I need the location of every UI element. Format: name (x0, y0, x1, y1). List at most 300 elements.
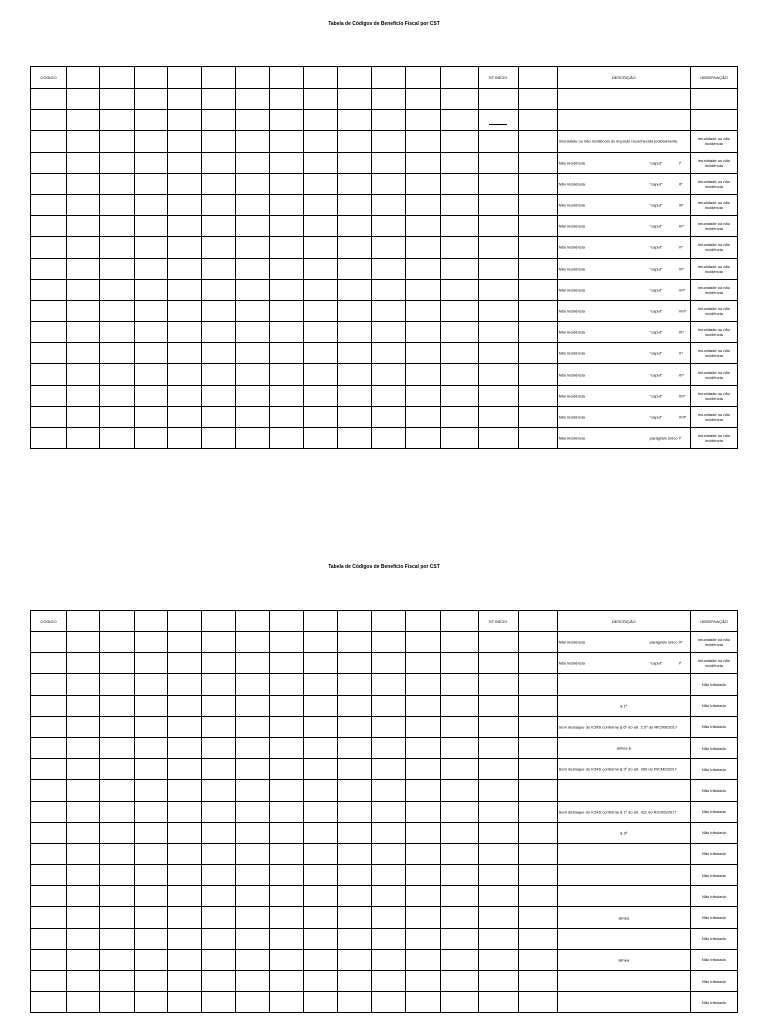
header-cell (304, 611, 338, 632)
table-row (31, 385, 738, 406)
empty-cell (440, 822, 478, 843)
empty-cell (67, 152, 100, 173)
empty-cell (518, 194, 557, 215)
codigo-cell (31, 632, 67, 653)
empty-cell (202, 131, 236, 152)
codigo-cell (31, 716, 67, 737)
empty-cell (67, 949, 100, 970)
observation-cell: Não tributado (690, 992, 737, 1013)
empty-cell (304, 343, 338, 364)
empty-cell (236, 110, 270, 131)
table-row (31, 237, 738, 258)
empty-cell (202, 992, 236, 1013)
empty-cell (202, 695, 236, 716)
empty-cell (168, 674, 202, 695)
empty-cell (67, 89, 100, 110)
dt-inicio-cell (478, 971, 518, 992)
empty-cell (304, 653, 338, 674)
empty-cell (372, 428, 406, 449)
empty-cell (372, 843, 406, 864)
empty-cell (338, 258, 372, 279)
empty-cell (406, 737, 440, 758)
empty-cell (440, 843, 478, 864)
description-text: alínea § (616, 745, 631, 751)
empty-cell (135, 237, 168, 258)
observation-cell (690, 110, 737, 131)
observation-cell: Imunidade ou não incidência (690, 131, 737, 152)
empty-cell (135, 216, 168, 237)
table-row (31, 716, 738, 737)
header-cell (135, 611, 168, 632)
description-item: XIII* (678, 414, 687, 420)
empty-cell (100, 737, 135, 758)
empty-cell (202, 674, 236, 695)
empty-cell (236, 971, 270, 992)
observation-cell: Não tributado (690, 674, 737, 695)
description-text: Não incidência (558, 435, 585, 441)
table-row (31, 907, 738, 928)
empty-cell (518, 992, 557, 1013)
empty-cell (406, 928, 440, 949)
empty-cell (202, 322, 236, 343)
empty-cell (372, 322, 406, 343)
empty-cell (236, 865, 270, 886)
empty-cell (100, 131, 135, 152)
empty-cell (168, 364, 202, 385)
observation-cell: Não tributado (690, 907, 737, 928)
empty-cell (168, 759, 202, 780)
empty-cell (100, 152, 135, 173)
codigo-cell (31, 110, 67, 131)
empty-cell (100, 258, 135, 279)
header-cell (168, 611, 202, 632)
empty-cell (406, 173, 440, 194)
empty-cell (168, 971, 202, 992)
codigo-cell (31, 194, 67, 215)
description-cell (557, 780, 690, 801)
empty-cell (236, 695, 270, 716)
empty-cell (518, 322, 557, 343)
empty-cell (100, 279, 135, 300)
empty-cell (372, 780, 406, 801)
description-item: II* (678, 181, 683, 187)
empty-cell (100, 173, 135, 194)
empty-cell (372, 237, 406, 258)
empty-cell (304, 385, 338, 406)
empty-cell (406, 971, 440, 992)
empty-cell (168, 992, 202, 1013)
empty-cell (100, 343, 135, 364)
empty-cell (270, 428, 304, 449)
codigo-cell (31, 759, 67, 780)
empty-cell (135, 780, 168, 801)
dt-inicio-cell (478, 406, 518, 427)
empty-cell (202, 737, 236, 758)
empty-cell (440, 674, 478, 695)
header-cell (440, 67, 478, 89)
empty-cell (304, 428, 338, 449)
description-reference: "caput" (649, 244, 663, 250)
empty-cell (168, 406, 202, 427)
header-codigo: CÓDIGO (31, 611, 67, 632)
table-row (31, 759, 738, 780)
empty-cell (338, 992, 372, 1013)
description-reference: "caput" (649, 350, 663, 356)
codigo-cell (31, 992, 67, 1013)
dt-inicio-cell (478, 886, 518, 907)
empty-cell (202, 89, 236, 110)
empty-cell (406, 428, 440, 449)
description-item: IX* (678, 329, 685, 335)
empty-cell (406, 886, 440, 907)
empty-cell (100, 992, 135, 1013)
empty-cell (406, 216, 440, 237)
empty-cell (168, 428, 202, 449)
empty-cell (338, 822, 372, 843)
empty-cell (304, 886, 338, 907)
table-row (31, 801, 738, 822)
empty-cell (270, 237, 304, 258)
empty-cell (440, 385, 478, 406)
empty-cell (304, 992, 338, 1013)
description-item: VI* (678, 266, 685, 272)
description-text: Sem destaque do ICMS conforme § 6º do art. 2.5º do RICMS/2017 (558, 724, 678, 730)
empty-cell (440, 716, 478, 737)
empty-cell (338, 322, 372, 343)
empty-cell (100, 971, 135, 992)
empty-cell (135, 110, 168, 131)
description-text: Não incidência (558, 308, 585, 314)
empty-cell (518, 279, 557, 300)
empty-cell (135, 674, 168, 695)
empty-cell (440, 886, 478, 907)
table-row (31, 322, 738, 343)
header-cell (338, 611, 372, 632)
empty-cell (67, 632, 100, 653)
description-cell (557, 971, 690, 992)
empty-cell (372, 216, 406, 237)
empty-cell (338, 949, 372, 970)
empty-cell (202, 971, 236, 992)
empty-cell (338, 194, 372, 215)
observation-cell: Não tributado (690, 928, 737, 949)
observation-cell: Imunidade ou não incidência (690, 216, 737, 237)
description-reference: "caput" (649, 223, 663, 229)
empty-cell (135, 928, 168, 949)
header-codigo: CÓDIGO (31, 67, 67, 89)
description-cell (557, 322, 690, 343)
empty-cell (236, 653, 270, 674)
description-item: XII* (678, 393, 686, 399)
empty-cell (270, 716, 304, 737)
codigo-cell (31, 131, 67, 152)
codigo-cell (31, 89, 67, 110)
empty-cell (338, 279, 372, 300)
empty-cell (304, 364, 338, 385)
dt-inicio-cell (478, 801, 518, 822)
empty-cell (202, 428, 236, 449)
page-title: Tabela de Códigos de Benefício Fiscal por CST (328, 564, 440, 570)
empty-cell (372, 385, 406, 406)
empty-cell (135, 173, 168, 194)
empty-cell (304, 737, 338, 758)
empty-cell (440, 865, 478, 886)
empty-cell (304, 928, 338, 949)
empty-cell (518, 674, 557, 695)
description-cell (557, 110, 690, 131)
empty-cell (406, 801, 440, 822)
empty-cell (67, 865, 100, 886)
empty-cell (270, 131, 304, 152)
dt-inicio-cell (478, 300, 518, 321)
empty-cell (406, 152, 440, 173)
codigo-cell (31, 971, 67, 992)
empty-cell (270, 971, 304, 992)
table-row (31, 406, 738, 427)
description-text: alínea (618, 957, 630, 963)
description-text: Não incidência (558, 202, 585, 208)
empty-cell (168, 822, 202, 843)
empty-cell (135, 428, 168, 449)
dt-inicio-cell (478, 865, 518, 886)
empty-cell (518, 131, 557, 152)
empty-cell (270, 279, 304, 300)
codigo-cell (31, 801, 67, 822)
description-reference: "caput" (649, 393, 663, 399)
empty-cell (518, 258, 557, 279)
observation-cell: Não tributado (690, 822, 737, 843)
observation-cell: Imunidade ou não incidência (690, 385, 737, 406)
empty-cell (406, 194, 440, 215)
empty-cell (270, 759, 304, 780)
empty-cell (67, 343, 100, 364)
empty-cell (135, 695, 168, 716)
empty-cell (440, 216, 478, 237)
empty-cell (338, 131, 372, 152)
empty-cell (406, 343, 440, 364)
description-item: X* (678, 350, 683, 356)
empty-cell (372, 865, 406, 886)
empty-cell (338, 695, 372, 716)
empty-cell (338, 971, 372, 992)
description-cell (557, 907, 690, 928)
empty-cell (202, 780, 236, 801)
empty-cell (372, 674, 406, 695)
observation-cell: Não tributado (690, 801, 737, 822)
empty-cell (67, 237, 100, 258)
description-item: XI* (678, 372, 685, 378)
description-text: Não incidência (558, 223, 585, 229)
dt-inicio-cell (478, 364, 518, 385)
empty-cell (168, 173, 202, 194)
empty-cell (100, 949, 135, 970)
empty-cell (236, 194, 270, 215)
description-text: Não incidência (558, 244, 585, 250)
empty-cell (406, 385, 440, 406)
empty-cell (372, 737, 406, 758)
empty-cell (440, 653, 478, 674)
dt-inicio-cell (478, 928, 518, 949)
description-cell (557, 173, 690, 194)
table-row (31, 110, 738, 131)
description-cell (557, 428, 690, 449)
empty-cell (518, 737, 557, 758)
empty-cell (168, 89, 202, 110)
empty-cell (518, 406, 557, 427)
description-cell (557, 992, 690, 1013)
empty-cell (270, 152, 304, 173)
empty-cell (338, 653, 372, 674)
description-cell (557, 237, 690, 258)
empty-cell (168, 300, 202, 321)
dt-inicio-cell (478, 343, 518, 364)
empty-cell (135, 152, 168, 173)
codigo-cell (31, 406, 67, 427)
description-cell (557, 194, 690, 215)
empty-cell (270, 949, 304, 970)
empty-cell (100, 695, 135, 716)
empty-cell (168, 632, 202, 653)
description-cell (557, 216, 690, 237)
table-row (31, 89, 738, 110)
codigo-cell (31, 385, 67, 406)
table-row (31, 992, 738, 1013)
description-reference: "caput" (649, 160, 663, 166)
description-text: Não incidência (558, 350, 585, 356)
observation-cell: Imunidade ou não incidência (690, 237, 737, 258)
dt-inicio-cell (478, 759, 518, 780)
empty-cell (202, 949, 236, 970)
dt-inicio-cell (478, 674, 518, 695)
empty-cell (372, 110, 406, 131)
empty-cell (236, 907, 270, 928)
empty-cell (518, 653, 557, 674)
empty-cell (168, 907, 202, 928)
header-dt-inicio: DT INÍCIO (478, 611, 518, 632)
empty-cell (372, 632, 406, 653)
empty-cell (518, 907, 557, 928)
empty-cell (406, 279, 440, 300)
empty-cell (100, 364, 135, 385)
empty-cell (338, 385, 372, 406)
empty-cell (135, 907, 168, 928)
empty-cell (270, 780, 304, 801)
description-cell (557, 279, 690, 300)
empty-cell (304, 949, 338, 970)
empty-cell (236, 992, 270, 1013)
empty-cell (202, 343, 236, 364)
empty-cell (518, 216, 557, 237)
empty-cell (440, 258, 478, 279)
description-cell (557, 653, 690, 674)
description-cell (557, 385, 690, 406)
table-row (31, 780, 738, 801)
empty-cell (100, 216, 135, 237)
empty-cell (67, 992, 100, 1013)
empty-cell (406, 300, 440, 321)
empty-cell (202, 865, 236, 886)
codigo-cell (31, 674, 67, 695)
description-cell (557, 300, 690, 321)
header-cell (518, 611, 557, 632)
empty-cell (406, 653, 440, 674)
empty-cell (338, 173, 372, 194)
header-cell (202, 611, 236, 632)
observation-cell: Imunidade ou não incidência (690, 300, 737, 321)
empty-cell (518, 89, 557, 110)
empty-cell (518, 780, 557, 801)
empty-cell (440, 928, 478, 949)
empty-cell (518, 385, 557, 406)
description-cell (557, 759, 690, 780)
observation-cell: Não tributado (690, 737, 737, 758)
empty-cell (67, 258, 100, 279)
table-row (31, 632, 738, 653)
empty-cell (236, 716, 270, 737)
empty-cell (372, 801, 406, 822)
empty-cell (440, 237, 478, 258)
description-cell (557, 886, 690, 907)
empty-cell (135, 653, 168, 674)
empty-cell (440, 89, 478, 110)
empty-cell (236, 279, 270, 300)
empty-cell (168, 843, 202, 864)
empty-cell (135, 343, 168, 364)
empty-cell (135, 131, 168, 152)
table-row (31, 971, 738, 992)
table-row (31, 300, 738, 321)
empty-cell (406, 322, 440, 343)
empty-cell (236, 258, 270, 279)
description-cell (557, 364, 690, 385)
empty-cell (304, 258, 338, 279)
empty-cell (270, 737, 304, 758)
table-row (31, 173, 738, 194)
empty-cell (338, 780, 372, 801)
observation-cell: Imunidade ou não incidência (690, 279, 737, 300)
empty-cell (270, 653, 304, 674)
empty-cell (135, 716, 168, 737)
empty-cell (202, 194, 236, 215)
empty-cell (100, 632, 135, 653)
empty-cell (202, 279, 236, 300)
table-row (31, 737, 738, 758)
empty-cell (236, 216, 270, 237)
empty-cell (236, 674, 270, 695)
table-header-row (31, 67, 738, 89)
empty-cell (304, 759, 338, 780)
empty-cell (304, 716, 338, 737)
description-text: Não incidência (558, 639, 585, 645)
empty-cell (135, 406, 168, 427)
empty-cell (338, 886, 372, 907)
empty-cell (304, 322, 338, 343)
empty-cell (67, 406, 100, 427)
empty-cell (135, 801, 168, 822)
empty-cell (236, 152, 270, 173)
dt-inicio-cell (478, 822, 518, 843)
dt-inicio-cell (478, 737, 518, 758)
header-cell (236, 67, 270, 89)
description-cell (557, 695, 690, 716)
empty-cell (338, 110, 372, 131)
empty-cell (270, 364, 304, 385)
empty-cell (168, 343, 202, 364)
empty-cell (372, 653, 406, 674)
description-cell (557, 89, 690, 110)
empty-cell (270, 928, 304, 949)
empty-cell (372, 695, 406, 716)
